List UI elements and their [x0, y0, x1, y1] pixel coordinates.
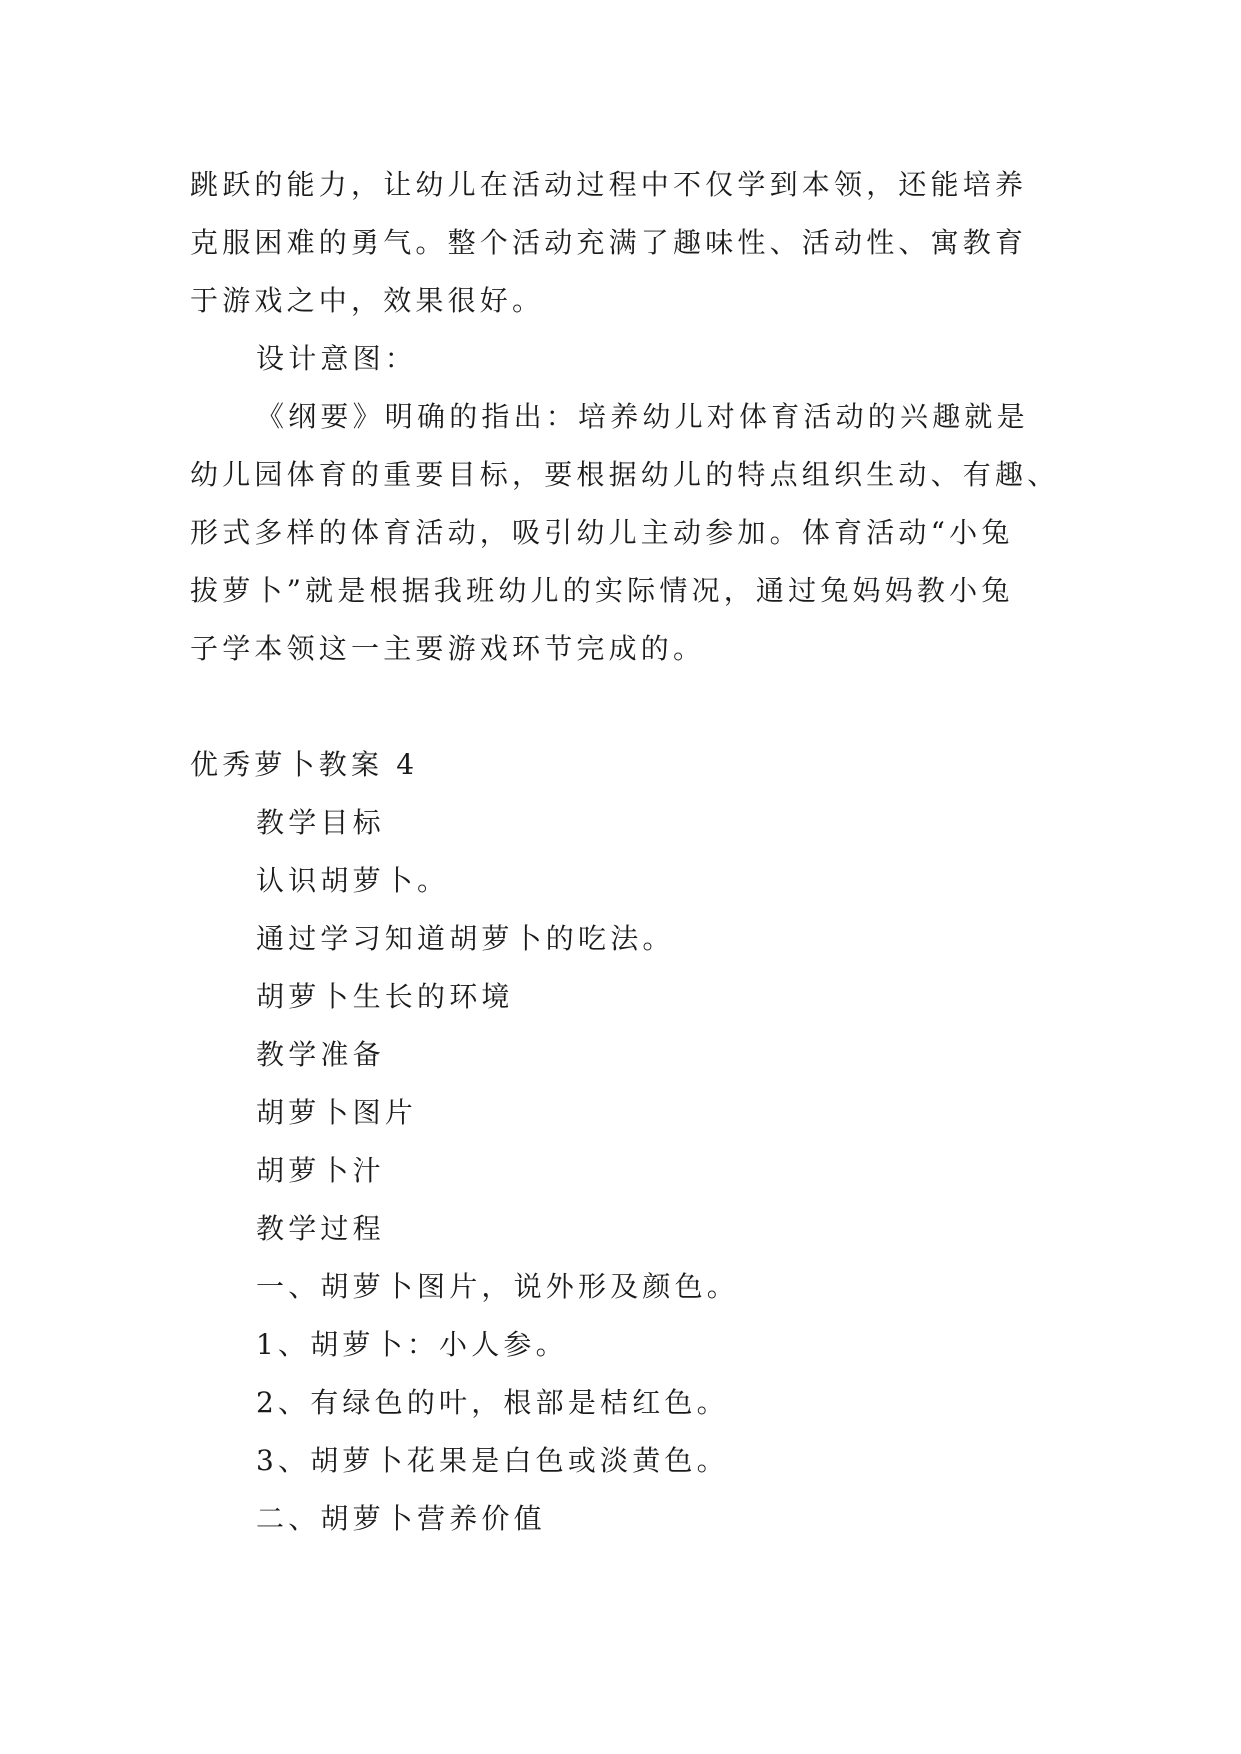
list-item: 教学过程 — [256, 1212, 385, 1245]
paragraph-line: 《纲要》明确的指出：培养幼儿对体育活动的兴趣就是 — [256, 400, 1029, 433]
list-item: 二、胡萝卜营养价值 — [256, 1502, 546, 1535]
list-item: 胡萝卜图片 — [256, 1096, 418, 1129]
paragraph-line: 于游戏之中，效果很好。 — [190, 284, 545, 317]
list-item: 教学准备 — [256, 1038, 385, 1071]
list-item: 教学目标 — [256, 806, 385, 839]
paragraph-line: 跳跃的能力，让幼儿在活动过程中不仅学到本领，还能培养 — [190, 168, 1028, 201]
paragraph-line: 克服困难的勇气。整个活动充满了趣味性、活动性、寓教育 — [190, 226, 1028, 259]
list-item: 认识胡萝卜。 — [256, 864, 450, 897]
list-item: 1、胡萝卜：小人参。 — [256, 1328, 568, 1361]
paragraph-line: 拔萝卜”就是根据我班幼儿的实际情况，通过兔妈妈教小兔 — [190, 574, 1014, 607]
list-item: 通过学习知道胡萝卜的吃法。 — [256, 922, 675, 955]
paragraph-line: 形式多样的体育活动，吸引幼儿主动参加。体育活动“小兔 — [190, 516, 1014, 549]
list-item: 一、胡萝卜图片，说外形及颜色。 — [256, 1270, 740, 1303]
paragraph-line: 子学本领这一主要游戏环节完成的。 — [190, 632, 706, 665]
list-item: 胡萝卜生长的环境 — [256, 980, 514, 1013]
list-item: 胡萝卜汁 — [256, 1154, 385, 1187]
list-item: 2、有绿色的叶，根部是桔红色。 — [256, 1386, 729, 1419]
paragraph-line: 幼儿园体育的重要目标，要根据幼儿的特点组织生动、有趣、 — [190, 458, 1060, 491]
design-intent-label: 设计意图： — [256, 342, 418, 375]
list-item: 3、胡萝卜花果是白色或淡黄色。 — [256, 1444, 729, 1477]
section-title: 优秀萝卜教案 4 — [190, 748, 419, 781]
